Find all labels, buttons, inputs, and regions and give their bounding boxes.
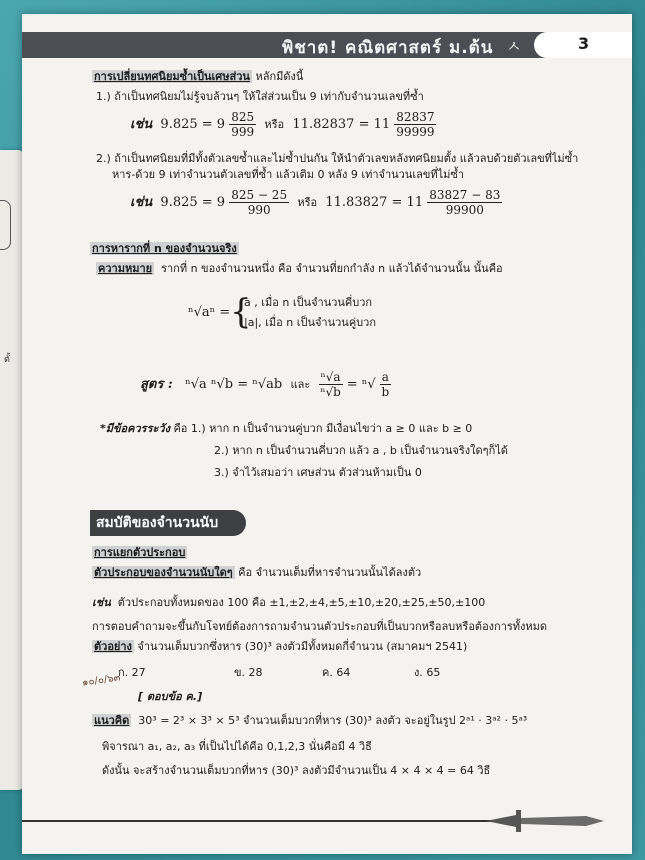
recurring-rule-2-line-2: หาร-ด้วย 9 เท่าจำนวนตัวเลขที่ซ้ำ แล้วเติม 0 หลัง 9 เท่าจำนวนเลขที่ไม่ซ้ำ [112,168,465,181]
previous-page-box [0,200,11,250]
solution-line-3: ดังนั้น จะสร้างจำนวนเต็มบวกที่หาร (30)³ ลงตัวมีจำนวนเป็น 4 × 4 × 4 = 64 วิธี [102,764,491,777]
choice-a: ก. 27 [118,666,146,679]
question-label: ตัวอย่าง [94,640,132,653]
formula-2-eq: = ⁿ√ [346,377,376,392]
example-label: เช่น [130,117,153,132]
factor-definition [92,566,421,580]
root-case-2: |a|, เมื่อ n เป็นจำนวนคู่บวก [244,316,377,329]
recurring-heading-line [92,70,303,84]
caution-line-1: *มีข้อควรระวัง คือ 1.) หาก n เป็นจำนวนคู่บวก มีเงื่อนไขว่า a ≥ 0 และ b ≥ 0 [100,422,473,435]
factor-example-text: ตัวประกอบทั้งหมดของ 100 คือ ±1,±2,±4,±5,±10,±20,±25,±50,±100 [117,596,486,609]
factor-question [92,640,467,654]
ex2b-left: 11.83827 = 11 [325,195,424,210]
case-brace: { [230,292,252,332]
ex1b-left: 11.82837 = 11 [292,117,391,132]
stick-figure-icon: ㅅ [506,37,522,56]
formula-and: และ [290,378,311,391]
solution-line-1: แนวคิด 30³ = 2³ × 3³ × 5³ จำนวนเต็มบวกที่หาร (30)³ ลงตัว จะอยู่ในรูป 2ᵃ¹ · 3ᵃ² · 5ᵃ³ [94,714,528,727]
book-page [22,14,632,854]
recurring-rule-1: 1.) ถ้าเป็นทศนิยมไม่รู้จบล้วนๆ ให้ใส่ส่วนเป็น 9 เท่ากับจำนวนเลขที่ซ้ำ [96,90,424,103]
recurring-example-1 [130,110,436,139]
caution-line-2: 2.) หาก n เป็นจำนวนคี่บวก แล้ว a , b เป็นจำนวนจริงใดๆก็ได้ [214,444,508,457]
recurring-example-2: เช่น 9.825 = 9 $\frac{825 - 25}{990}$ หรือ 11.83827 = 11 $\frac{83827 - 83}{99900}$ [130,188,501,217]
sword-icon [486,806,606,836]
factor-def-text: คือ จำนวนเต็มที่หารจำนวนนั้นได้ลงตัว [238,566,422,579]
ex2-fraction: $\frac{825 - 25}{990}$ [231,188,288,217]
factor-def-label: ตัวประกอบของจำนวนนับใดๆ [94,566,233,579]
solution-line-2: พิจารณา a₁, a₂, a₃ ที่เป็นไปได้คือ 0,1,2,3 นั่นคือมี 4 วิธี [102,740,372,753]
question-text: จำนวนเต็มบวกซึ่งหาร (30)³ ลงตัวมีทั้งหมดกี่จำนวน (สมาคมฯ 2541) [137,640,468,653]
factor-example: เช่น ตัวประกอบทั้งหมดของ 100 คือ ±1,±2,±4,±5,±10,±20,±25,±50,±100 [92,596,486,609]
caution-line-3: 3.) จำไว้เสมอว่า เศษส่วน ตัวส่วนห้ามเป็น 0 [214,466,422,479]
factor-heading: การแยกตัวประกอบ [94,546,186,559]
ex2b-fraction: $\frac{83827 - 83}{99900}$ [429,188,501,217]
root-case-1: a , เมื่อ n เป็นจำนวนคี่บวก [244,296,373,309]
root-expression: ⁿ√aⁿ = [188,305,231,320]
ex1-fraction: $\frac{825}{999}$ [231,110,255,139]
meaning-text: รากที่ n ของจำนวนหนึ่ง คือ จำนวนที่ยกกำลัง n แล้วได้จำนวนนั้น นั้นคือ [161,262,503,275]
section-title: สมบัติของจำนวนนับ [90,510,246,536]
ex2-left: 9.825 = 9 [160,195,226,210]
choice-c: ค. 64 [322,666,351,679]
recurring-heading: การเปลี่ยนทศนิยมซ้ำเป็นเศษส่วน [94,70,250,83]
previous-page-mark: ตั้ [4,355,10,365]
formula-line [140,370,391,399]
answer: [ ตอบข้อ ค.] [138,690,203,703]
recurring-rule-2-line-1: 2.) ถ้าเป็นทศนิยมที่มีทั้งตัวเลขซ้ำและไม่ซ้ำปนกัน ให้นำตัวเลขหลังทศนิยมตั้ง แล้วลบด้วยตัวเลขที่ไม่ซ้ำ [96,152,579,165]
ex1-left: 9.825 = 9 [160,117,226,132]
page-number: 3 [578,34,590,53]
formula-1: ⁿ√a ⁿ√b = ⁿ√ab [185,377,283,392]
recurring-heading-suffix: หลักมีดังนี้ [255,70,304,83]
ex1b-fraction: $\frac{82837}{99999}$ [396,110,435,139]
formula-label: สูตร : [140,377,173,392]
header-title: พิชาต! คณิตศาสตร์ ม.ต้น [282,38,494,58]
choice-d: ง. 65 [414,666,441,679]
handwritten-date: ๑๐/๐/๖๓ [81,672,122,689]
caution-label: *มีข้อควรระวัง [100,422,170,435]
roots-meaning [96,262,503,276]
footer-rule [22,820,492,822]
ex1-or: หรือ [264,118,285,131]
solution-label: แนวคิด [94,714,130,727]
formula-2-rhs: $\frac{a}{b}$ [381,370,390,399]
choice-b: ข. 28 [234,666,263,679]
factor-note: การตอบคำถามจะขึ้นกับโจทย์ต้องการถามจำนวนตัวประกอบที่เป็นบวกหรือลบหรือต้องการทั้งหมด [92,620,548,633]
meaning-label: ความหมาย [98,262,153,275]
formula-2-lhs: $\frac{\text{ⁿ√a}}{\text{ⁿ√b}}$ [320,370,341,399]
roots-heading: การหารากที่ n ของจำนวนจริง [92,242,237,255]
